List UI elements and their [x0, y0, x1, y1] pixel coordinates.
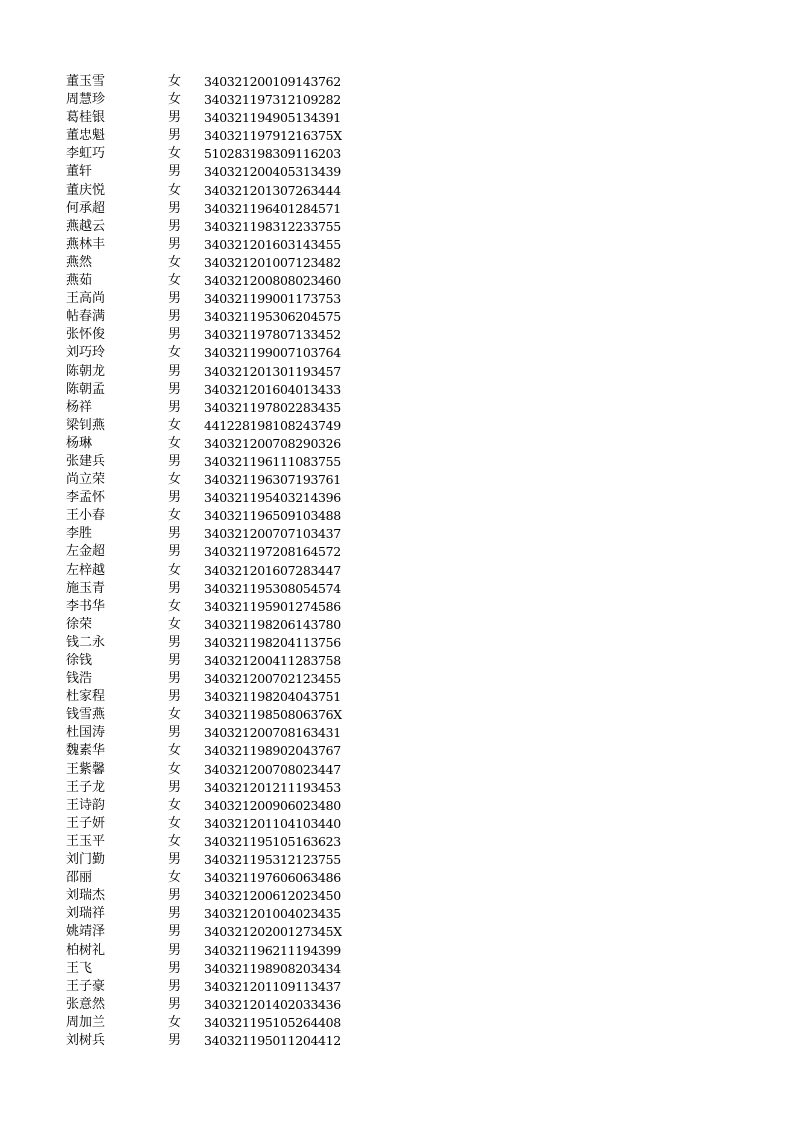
table-row: [66, 580, 366, 598]
person-id-number: 340321195105163623: [204, 833, 341, 849]
person-gender: 男: [168, 363, 182, 379]
person-id-number: 340321196401284571: [204, 200, 341, 216]
person-name: 董忠魁: [66, 128, 106, 144]
table-row: [66, 218, 366, 236]
person-gender: 男: [168, 725, 182, 741]
person-name: 邵丽: [66, 870, 93, 886]
person-gender: 女: [168, 1014, 182, 1030]
person-id-number: 340321200906023480: [204, 797, 341, 813]
table-row: [66, 815, 366, 833]
person-gender: 男: [168, 291, 182, 307]
table-row: [66, 742, 366, 760]
person-id-number: 34032119791216375X: [204, 128, 342, 144]
person-id-number: 340321196509103488: [204, 508, 341, 524]
person-id-number: 340321195306204575: [204, 309, 341, 325]
table-row: [66, 887, 366, 905]
table-row: [66, 453, 366, 471]
person-id-number: 340321200405313439: [204, 164, 341, 180]
person-id-number: 340321200707103437: [204, 526, 341, 542]
table-row: [66, 344, 366, 362]
person-id-number: 340321197312109282: [204, 92, 341, 108]
person-name: 王子豪: [66, 978, 106, 994]
person-name: 陈朝孟: [66, 381, 106, 397]
person-name: 王诗韵: [66, 797, 106, 813]
person-id-number: 340321200411283758: [204, 653, 341, 668]
person-id-number: 340321198204043751: [204, 689, 341, 705]
person-name: 张意然: [66, 996, 106, 1012]
person-gender: 男: [168, 852, 182, 868]
person-name: 张建兵: [66, 453, 106, 469]
person-gender: 女: [168, 472, 182, 488]
person-gender: 女: [168, 743, 182, 759]
person-id-number: 340321196211194399: [204, 942, 341, 958]
person-gender: 男: [168, 653, 182, 668]
person-gender: 男: [168, 381, 182, 397]
person-name: 刘巧玲: [66, 345, 106, 361]
person-name: 钱雪燕: [66, 707, 106, 723]
person-id-number: 34032120200127345X: [204, 924, 342, 940]
person-gender: 男: [168, 544, 182, 560]
person-gender: 男: [168, 490, 182, 506]
person-gender: 男: [168, 1032, 182, 1048]
table-row: [66, 616, 366, 634]
table-row: [66, 363, 366, 381]
person-name: 燕林丰: [66, 236, 106, 252]
person-gender: 男: [168, 236, 182, 252]
person-gender: 男: [168, 689, 182, 705]
person-name: 刘门勤: [66, 852, 106, 868]
person-id-number: 340321201004023435: [204, 906, 341, 922]
table-row: [66, 308, 366, 326]
table-row: [66, 634, 366, 652]
table-row: [66, 724, 366, 742]
person-gender: 男: [168, 200, 182, 216]
person-gender: 女: [168, 761, 182, 777]
person-gender: 女: [168, 508, 182, 524]
person-id-number: 34032119850806376X: [204, 707, 342, 723]
table-row: [66, 163, 366, 181]
person-id-number: 340321198312233755: [204, 218, 341, 234]
table-row: [66, 670, 366, 688]
person-name: 刘树兵: [66, 1032, 106, 1048]
person-id-number: 340321201307263444: [204, 182, 341, 198]
person-gender: 男: [168, 327, 182, 343]
person-name: 刘瑞祥: [66, 906, 106, 922]
person-name: 王子龙: [66, 779, 106, 795]
person-gender: 男: [168, 634, 182, 650]
person-gender: 男: [168, 906, 182, 922]
table-row: [66, 598, 366, 616]
person-id-number: 340321197802283435: [204, 399, 341, 415]
table-row: [66, 525, 366, 543]
table-row: [66, 109, 366, 127]
table-row: [66, 145, 366, 163]
person-gender: 女: [168, 417, 182, 433]
table-row: [66, 272, 366, 290]
person-gender: 女: [168, 815, 182, 831]
person-name: 尚立荣: [66, 472, 106, 488]
person-gender: 女: [168, 562, 182, 578]
person-gender: 女: [168, 797, 182, 813]
table-row: [66, 507, 366, 525]
person-id-number: 340321197208164572: [204, 544, 341, 560]
table-row: [66, 942, 366, 960]
person-id-number: 340321198908203434: [204, 960, 341, 976]
person-id-number: 340321195308054574: [204, 580, 341, 596]
person-id-number: 340321201607283447: [204, 562, 341, 578]
person-name: 王小春: [66, 508, 106, 524]
person-id-number: 340321200109143762: [204, 74, 341, 89]
person-name: 陈朝龙: [66, 363, 106, 379]
person-name: 张怀俊: [66, 327, 106, 343]
person-id-number: 340321194905134391: [204, 110, 341, 126]
person-id-number: 340321201104103440: [204, 815, 341, 831]
person-gender: 男: [168, 218, 182, 234]
person-id-number: 340321201301193457: [204, 363, 341, 379]
person-gender: 男: [168, 164, 182, 180]
person-id-number: 340321196111083755: [204, 453, 341, 469]
person-name: 帖春满: [66, 309, 106, 325]
person-gender: 男: [168, 110, 182, 126]
person-name: 徐荣: [66, 616, 93, 632]
table-row: [66, 833, 366, 851]
table-row: [66, 399, 366, 417]
person-name: 钱浩: [66, 671, 93, 687]
person-id-number: 340321195403214396: [204, 490, 341, 506]
person-name: 施玉青: [66, 580, 106, 596]
table-row: [66, 869, 366, 887]
table-row: [66, 73, 366, 91]
person-gender: 男: [168, 942, 182, 958]
person-name: 王高尚: [66, 291, 106, 307]
person-name: 李虹巧: [66, 146, 106, 162]
person-id-number: 340321198204113756: [204, 634, 341, 650]
person-name: 周加兰: [66, 1014, 106, 1030]
person-name: 杨琳: [66, 435, 93, 451]
person-name: 何承超: [66, 200, 106, 216]
person-id-number: 340321197807133452: [204, 327, 341, 343]
table-row: [66, 236, 366, 254]
person-name: 董庆悦: [66, 182, 106, 198]
person-gender: 女: [168, 182, 182, 198]
person-gender: 女: [168, 345, 182, 361]
person-name: 杜家程: [66, 689, 106, 705]
person-name: 燕然: [66, 254, 93, 270]
table-row: [66, 200, 366, 218]
person-gender: 男: [168, 309, 182, 325]
person-name: 燕越云: [66, 218, 106, 234]
person-id-number: 340321200702123455: [204, 671, 341, 687]
table-row: [66, 851, 366, 869]
person-name: 徐钱: [66, 653, 93, 668]
person-name: 钱二永: [66, 634, 106, 650]
person-name: 杜国涛: [66, 725, 106, 741]
person-gender: 女: [168, 616, 182, 632]
person-id-number: 340321200708163431: [204, 725, 341, 741]
person-id-number: 340321199001173753: [204, 291, 341, 307]
table-row: [66, 290, 366, 308]
person-gender: 女: [168, 833, 182, 849]
person-name: 柏树礼: [66, 942, 106, 958]
table-row: [66, 923, 366, 941]
person-id-number: 340321200708290326: [204, 435, 341, 451]
person-id-number: 340321201402033436: [204, 996, 341, 1012]
roster-table: [66, 73, 366, 1050]
person-name: 燕茹: [66, 273, 93, 289]
person-id-number: 340321198206143780: [204, 616, 341, 632]
person-name: 李孟怀: [66, 490, 106, 506]
table-row: [66, 471, 366, 489]
table-row: [66, 996, 366, 1014]
table-row: [66, 706, 366, 724]
table-row: [66, 489, 366, 507]
table-row: [66, 417, 366, 435]
person-id-number: 340321195105264408: [204, 1014, 341, 1030]
person-gender: 女: [168, 870, 182, 886]
table-row: [66, 381, 366, 399]
table-row: [66, 761, 366, 779]
person-id-number: 340321195011204412: [204, 1032, 341, 1048]
person-gender: 男: [168, 580, 182, 596]
person-gender: 女: [168, 598, 182, 614]
table-row: [66, 652, 366, 670]
table-row: [66, 1032, 366, 1050]
person-name: 董轩: [66, 164, 93, 180]
person-gender: 男: [168, 526, 182, 542]
person-id-number: 340321200808023460: [204, 273, 341, 289]
person-name: 王紫馨: [66, 761, 106, 777]
person-name: 葛桂银: [66, 110, 106, 126]
person-name: 李胜: [66, 526, 93, 542]
table-row: [66, 127, 366, 145]
table-row: [66, 182, 366, 200]
person-id-number: 340321201211193453: [204, 779, 341, 795]
table-row: [66, 960, 366, 978]
person-id-number: 340321199007103764: [204, 345, 341, 361]
person-gender: 女: [168, 146, 182, 162]
person-name: 李书华: [66, 598, 106, 614]
table-row: [66, 562, 366, 580]
person-name: 杨祥: [66, 399, 93, 415]
person-name: 王子妍: [66, 815, 106, 831]
person-gender: 男: [168, 960, 182, 976]
person-gender: 女: [168, 92, 182, 108]
person-id-number: 340321200708023447: [204, 761, 341, 777]
person-gender: 男: [168, 453, 182, 469]
person-name: 王飞: [66, 960, 93, 976]
person-name: 梁钊燕: [66, 417, 106, 433]
table-row: [66, 779, 366, 797]
person-gender: 女: [168, 254, 182, 270]
person-id-number: 340321198902043767: [204, 743, 341, 759]
person-id-number: 441228198108243749: [204, 417, 341, 433]
person-gender: 男: [168, 924, 182, 940]
person-id-number: 340321201007123482: [204, 254, 341, 270]
person-gender: 男: [168, 978, 182, 994]
person-id-number: 340321197606063486: [204, 870, 341, 886]
table-row: [66, 254, 366, 272]
person-gender: 女: [168, 74, 182, 89]
person-id-number: 340321195901274586: [204, 598, 341, 614]
person-gender: 男: [168, 888, 182, 904]
table-row: [66, 435, 366, 453]
person-gender: 男: [168, 399, 182, 415]
person-id-number: 340321201603143455: [204, 236, 341, 252]
person-gender: 男: [168, 996, 182, 1012]
person-gender: 女: [168, 707, 182, 723]
person-gender: 男: [168, 128, 182, 144]
person-gender: 男: [168, 779, 182, 795]
table-row: [66, 978, 366, 996]
person-name: 王玉平: [66, 833, 106, 849]
table-row: [66, 326, 366, 344]
person-name: 魏素华: [66, 743, 106, 759]
table-row: [66, 543, 366, 561]
person-gender: 女: [168, 435, 182, 451]
table-row: [66, 688, 366, 706]
person-id-number: 340321201604013433: [204, 381, 341, 397]
person-name: 左梓越: [66, 562, 106, 578]
person-name: 周慧珍: [66, 92, 106, 108]
person-id-number: 510283198309116203: [204, 146, 341, 162]
table-row: [66, 91, 366, 109]
person-id-number: 340321201109113437: [204, 978, 341, 994]
person-id-number: 340321200612023450: [204, 888, 341, 904]
person-id-number: 340321195312123755: [204, 852, 341, 868]
table-row: [66, 797, 366, 815]
person-id-number: 340321196307193761: [204, 472, 341, 488]
person-name: 左金超: [66, 544, 106, 560]
person-name: 董玉雪: [66, 74, 106, 89]
person-name: 姚靖泽: [66, 924, 106, 940]
person-gender: 女: [168, 273, 182, 289]
table-row: [66, 905, 366, 923]
person-gender: 男: [168, 671, 182, 687]
table-row: [66, 1014, 366, 1032]
person-name: 刘瑞杰: [66, 888, 106, 904]
